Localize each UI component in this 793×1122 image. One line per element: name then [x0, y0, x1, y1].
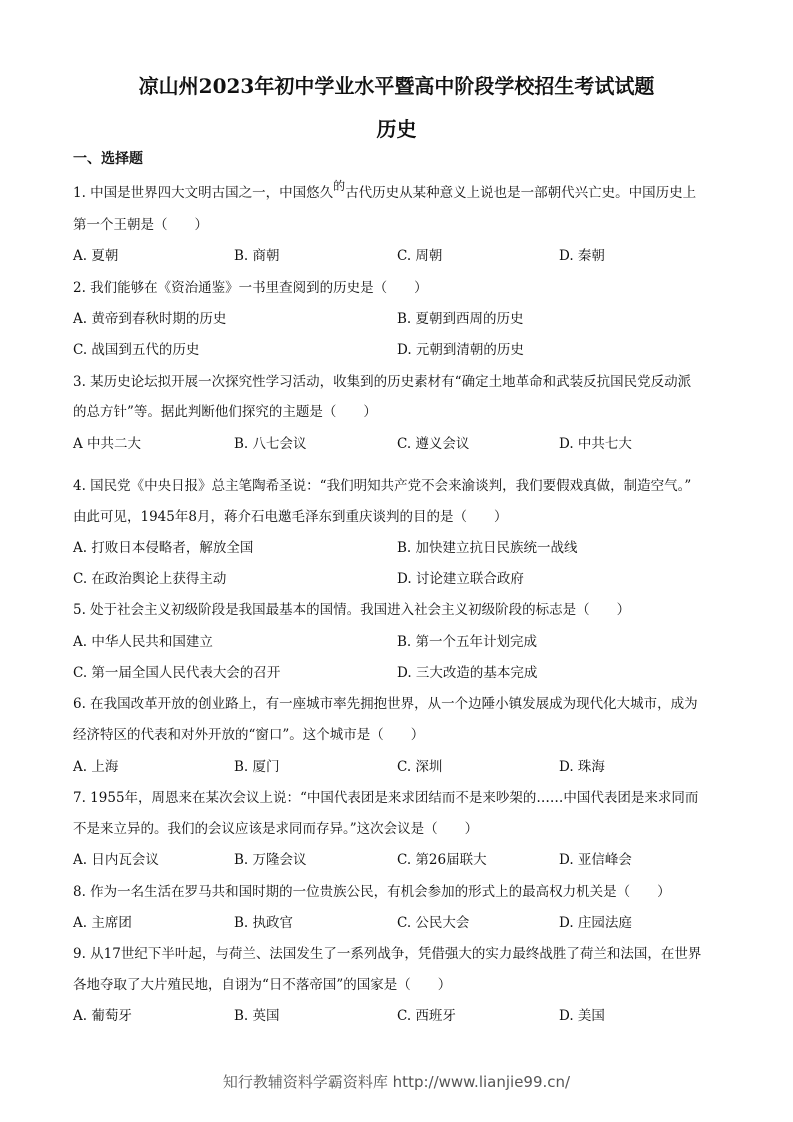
question-2-option-b: B. 夏朝到西周的历史	[397, 311, 524, 327]
question-9-option-a: A. 葡萄牙	[73, 1008, 132, 1024]
question-7-line-2: 不是来立异的。我们的会议应该是求同而存异。”这次会议是（ ）	[73, 821, 479, 837]
question-4-option-d: D. 讨论建立联合政府	[397, 571, 524, 587]
exam-title: 凉山州2023年初中学业水平暨高中阶段学校招生考试试题	[138, 74, 655, 98]
question-6-option-d: D. 珠海	[559, 759, 605, 775]
question-2-option-a: A. 黄帝到春秋时期的历史	[73, 311, 227, 327]
question-6-line-2: 经济特区的代表和对外开放的“窗口”。这个城市是（ ）	[73, 727, 425, 743]
question-9-option-c: C. 西班牙	[397, 1008, 456, 1024]
question-4-line-1: 4. 国民党《中央日报》总主笔陶希圣说：“我们明知共产党不会来渝谈判，我们要假戏真做，制造空气。”	[73, 478, 692, 494]
footer-watermark-link[interactable]: 知行教辅资料学霸资料库 http://www.lianjie99.cn/	[222, 1073, 571, 1091]
question-7-option-d: D. 亚信峰会	[559, 852, 632, 868]
question-5-option-c: C. 第一届全国人民代表大会的召开	[73, 665, 281, 681]
question-5-option-d: D. 三大改造的基本完成	[397, 665, 538, 681]
question-3-line-2: 的总方针”等。据此判断他们探究的主题是（ ）	[73, 404, 377, 420]
question-8-option-b: B. 执政官	[234, 915, 294, 931]
question-7-option-b: B. 万隆会议	[234, 852, 307, 868]
section-heading: 一、选择题	[73, 151, 143, 167]
subject-title: 历史	[376, 117, 417, 141]
question-1-option-a: A. 夏朝	[73, 248, 119, 264]
question-9-option-b: B. 英国	[234, 1008, 280, 1024]
question-5-option-b: B. 第一个五年计划完成	[397, 634, 538, 650]
question-1-text-b: 古代历史从某种意义上说也是一部朝代兴亡史。中国历史上	[345, 185, 697, 201]
question-8-option-a: A. 主席团	[73, 915, 132, 931]
question-2-option-d: D. 元朝到清朝的历史	[397, 342, 524, 358]
question-3-option-b: B. 八七会议	[234, 436, 307, 452]
question-5-line-1: 5. 处于社会主义初级阶段是我国最基本的国情。我国进入社会主义初级阶段的标志是（ ）	[73, 602, 631, 618]
question-3-option-a: A 中共二大	[73, 436, 142, 452]
question-4-option-c: C. 在政治舆论上获得主动	[73, 571, 227, 587]
question-1-option-b: B. 商朝	[234, 248, 280, 264]
question-9-line-2: 各地夺取了大片殖民地，自诩为“日不落帝国”的国家是（ ）	[73, 977, 452, 993]
question-1-line-1	[73, 179, 697, 203]
question-8-option-d: D. 庄园法庭	[559, 915, 632, 931]
question-2-option-c: C. 战国到五代的历史	[73, 342, 200, 358]
question-1-sup: 的	[333, 179, 346, 193]
question-1-option-c: C. 周朝	[397, 248, 443, 264]
question-1-option-d: D. 秦朝	[559, 248, 605, 264]
question-3-option-d: D. 中共七大	[559, 436, 632, 452]
question-4-option-b: B. 加快建立抗日民族统一战线	[397, 540, 578, 556]
question-4-option-a: A. 打败日本侵略者，解放全国	[73, 540, 254, 556]
question-1-text-a: 1. 中国是世界四大文明古国之一，中国悠久	[73, 185, 334, 201]
question-5-option-a: A. 中华人民共和国建立	[73, 634, 213, 650]
question-8-line-1: 8. 作为一名生活在罗马共和国时期的一位贵族公民，有机会参加的形式上的最高权力机关是（ ）	[73, 884, 671, 900]
question-7-line-1: 7. 1955年，周恩来在某次会议上说：“中国代表团是来求团结而不是来吵架的……中国代表团是来求同而	[73, 790, 699, 806]
question-9-option-d: D. 美国	[559, 1008, 605, 1024]
question-2-line-1: 2. 我们能够在《资治通鉴》一书里查阅到的历史是（ ）	[73, 280, 428, 296]
question-3-option-c: C. 遵义会议	[397, 436, 470, 452]
question-8-option-c: C. 公民大会	[397, 915, 470, 931]
question-9-line-1: 9. 从17世纪下半叶起，与荷兰、法国发生了一系列战争，凭借强大的实力最终战胜了荷兰和法国，在世界	[73, 946, 702, 962]
question-6-line-1: 6. 在我国改革开放的创业路上，有一座城市率先拥抱世界，从一个边陲小镇发展成为现代化大城市，成为	[73, 696, 698, 712]
question-6-option-a: A. 上海	[73, 759, 119, 775]
question-7-option-a: A. 日内瓦会议	[73, 852, 159, 868]
question-3-line-1: 3. 某历史论坛拟开展一次探究性学习活动，收集到的历史素材有“确定土地革命和武装反抗国民党反动派	[73, 374, 692, 390]
question-6-option-b: B. 厦门	[234, 759, 280, 775]
question-1-line-2: 第一个王朝是（ ）	[73, 217, 208, 233]
question-7-option-c: C. 第26届联大	[397, 852, 487, 868]
question-4-line-2: 由此可见，1945年8月，蒋介石电邀毛泽东到重庆谈判的目的是（ ）	[73, 509, 508, 525]
question-6-option-c: C. 深圳	[397, 759, 443, 775]
